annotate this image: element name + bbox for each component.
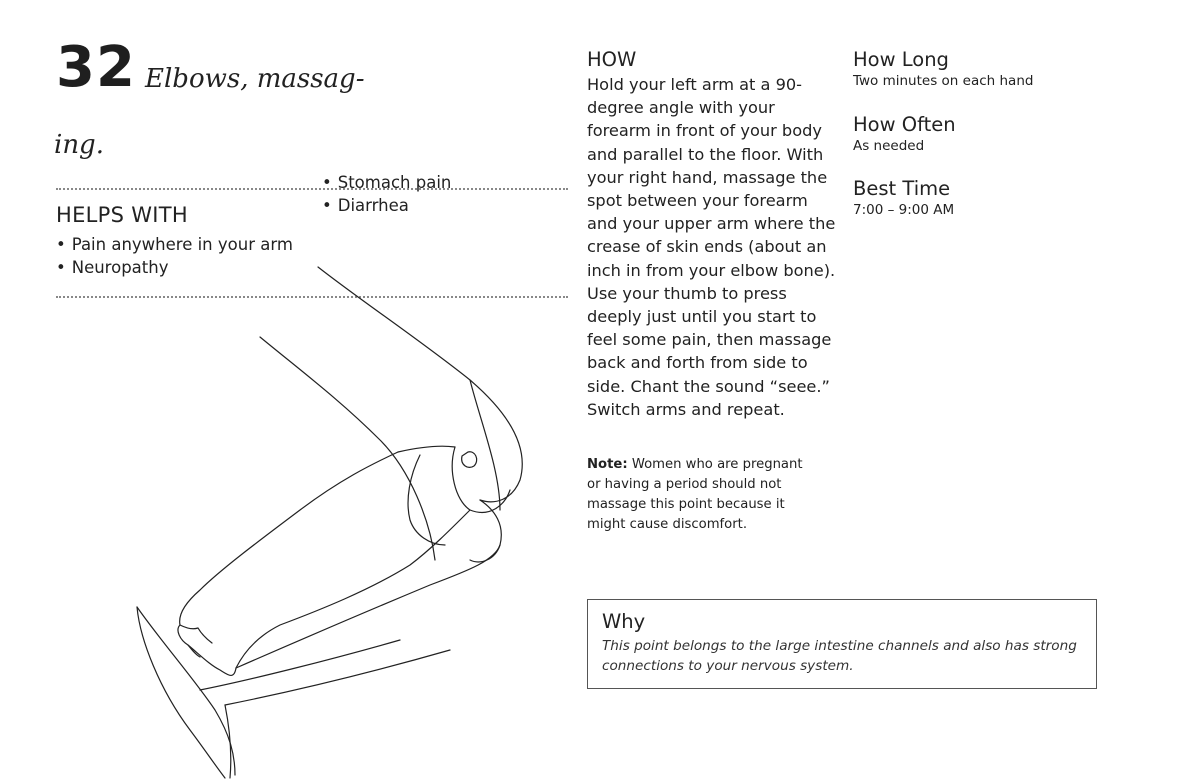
best-time-label: Best Time [853,177,951,200]
list-item: • Neuropathy [56,256,293,279]
note-label: Note: [587,457,628,472]
helps-with-list-col2 [322,171,451,217]
why-text: This point belongs to the large intestine channels and also has strong connections to your nervous system. [602,638,1077,674]
point-number: 32 [56,35,136,100]
list-item: • Pain anywhere in your arm [56,233,293,256]
why-box [587,599,1097,689]
how-often-value: As needed [853,138,925,154]
how-long-value: Two minutes on each hand [853,73,1034,89]
arm-elbow-massage-illustration [0,250,580,780]
how-often-label: How Often [853,113,956,136]
how-heading: HOW [587,48,637,71]
how-long-label: How Long [853,48,949,71]
helps-with-heading: HELPS WITH [56,203,189,227]
why-heading: Why [602,610,646,633]
best-time-value: 7:00 – 9:00 AM [853,202,955,218]
point-title-line2: ing. [54,130,104,160]
dotted-divider-top [56,188,568,190]
point-title-line1: Elbows, massag- [145,64,365,94]
note-text: Women who are pregnant or having a period should not massage this point because it might cause discomfort. [587,457,803,532]
how-instructions: Hold your left arm at a 90-degree angle with your forearm in front of your body and parallel to the floor. With your right hand, massage the spot between your forearm and your upper arm where the crease of skin ends (about an inch in from your elbow bone). Use your thumb to press deeply just until you start to feel some pain, then massage back and forth from side to side. Chant the sound “seee.” Switch arms and repeat. [587,75,836,419]
list-item: • Diarrhea [322,194,451,217]
note-paragraph [587,455,817,535]
list-item: • Stomach pain [322,171,451,194]
